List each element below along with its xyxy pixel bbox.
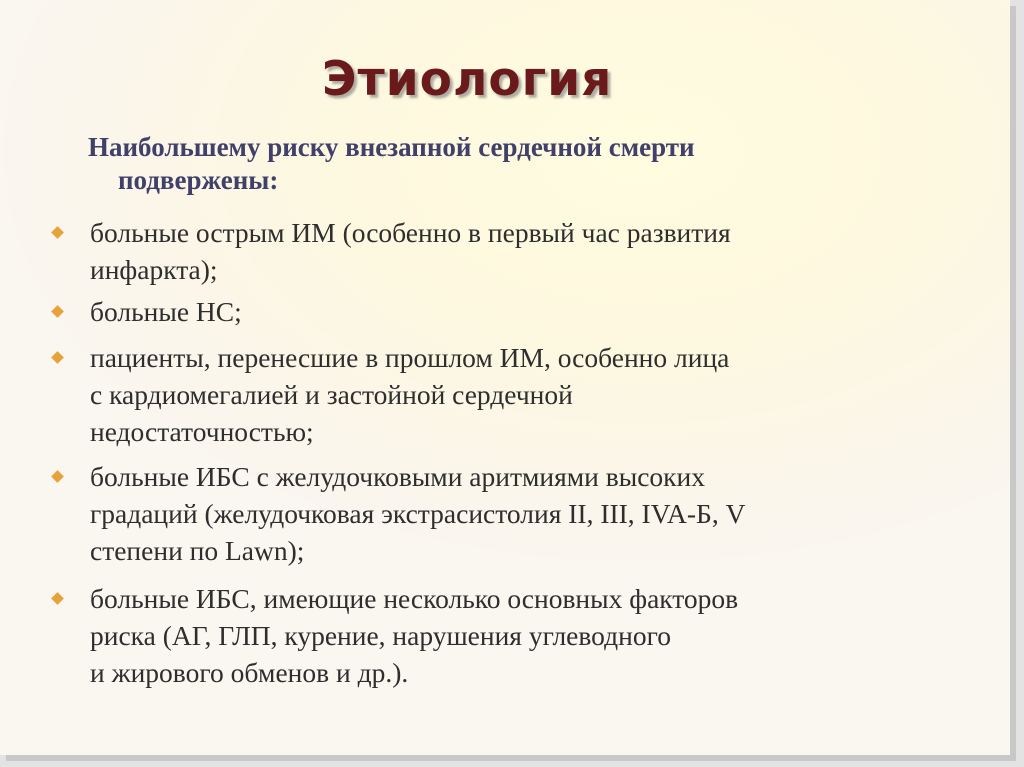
list-item-text (90, 293, 242, 330)
intro-text (88, 131, 695, 197)
list-item-line: риска (АГ, ГЛП, курение, нарушения углеводного (90, 620, 671, 651)
list-item-line: с кардиомегалией и застойной сердечной (90, 379, 573, 410)
diamond-bullet-icon (51, 226, 64, 239)
list-item-line: больные ИБС, имеющие несколько основных факторов (90, 583, 739, 614)
diamond-bullet-icon (51, 592, 64, 605)
intro-line: Наибольшему риску внезапной сердечной смерти (88, 132, 695, 162)
intro-line: подвержены: (118, 165, 279, 195)
slide-title: Этиология (322, 52, 613, 107)
list-item-text (90, 214, 731, 288)
slide-shadow (6, 755, 1016, 761)
list-item-line: и жирового обменов и др.). (90, 657, 409, 688)
list-item-line: больные острым ИМ (особенно в первый час развития (90, 217, 731, 248)
diamond-bullet-icon (51, 351, 64, 364)
list-item-line: больные НС; (90, 296, 242, 327)
list-item-text (90, 339, 729, 450)
diamond-bullet-icon (51, 305, 64, 318)
list-item-line: недостаточностью; (90, 416, 314, 447)
list-item-line: степени по Lawn); (90, 535, 305, 566)
diamond-bullet-icon (51, 470, 64, 483)
list-item-line: больные ИБС с желудочковыми аритмиями высоких (90, 461, 705, 492)
list-item-line: градаций (желудочковая экстрасистолия II, III, IVA-Б, V (90, 498, 746, 529)
list-item-text (90, 458, 745, 569)
list-item-line: инфаркта); (90, 254, 218, 285)
slide-shadow (1010, 6, 1016, 761)
list-item-line: пациенты, перенесшие в прошлом ИМ, особенно лица (90, 342, 730, 373)
list-item-text (90, 580, 738, 691)
